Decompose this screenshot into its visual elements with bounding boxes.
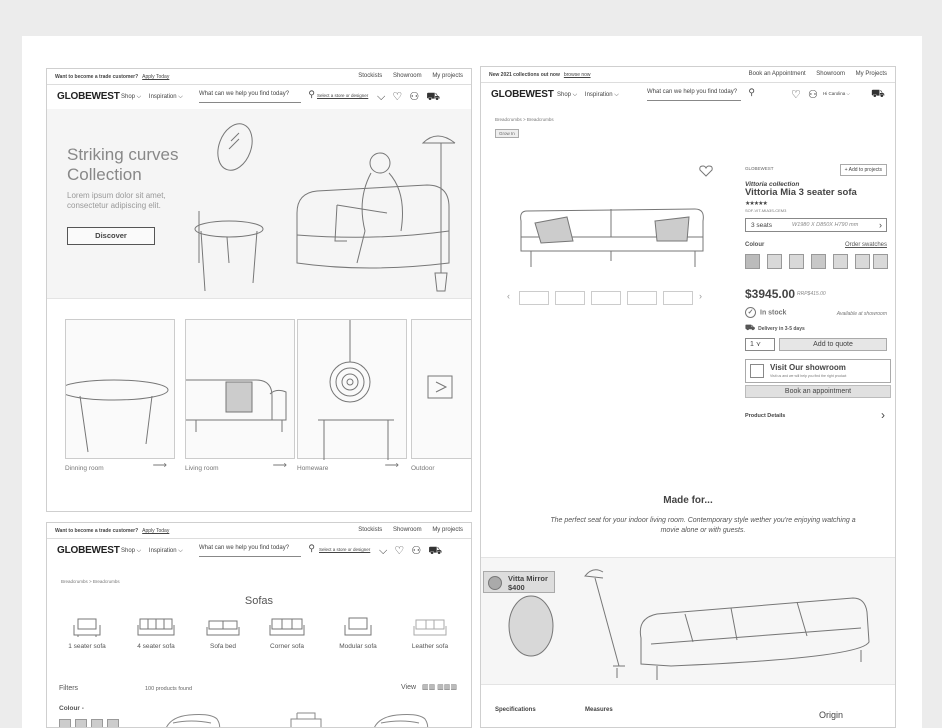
sofa-type-label: Sofa bed (209, 643, 237, 650)
product-price: $3945.00 (745, 287, 796, 301)
showroom-link[interactable]: Showroom (392, 73, 422, 79)
dimensions-value: W1980 X D850X H790 mm (792, 222, 859, 228)
logo[interactable]: GLOBEWEST (57, 91, 120, 102)
top-links (349, 73, 463, 79)
hotspot-price: $400 (508, 583, 525, 592)
visit-showroom-card[interactable] (745, 359, 891, 383)
shop-menu[interactable]: Shop ⌵ (121, 548, 142, 554)
apply-link[interactable]: Apply Today (142, 74, 170, 80)
thumbnail[interactable] (555, 291, 585, 305)
my-projects-link[interactable]: My projects (432, 527, 463, 533)
hotspot-name: Vitta Mirror (508, 574, 548, 583)
hero-banner (47, 109, 471, 299)
colour-swatch[interactable] (745, 254, 760, 269)
thumbnail[interactable] (591, 291, 621, 305)
rating-stars: ★★★★★ (745, 201, 767, 207)
sofa-type-4-seater[interactable] (121, 615, 191, 650)
made-for-title: Made for... (663, 495, 713, 506)
sofa-type-leather[interactable] (397, 615, 463, 650)
colour-swatch[interactable] (767, 254, 782, 269)
showroom-link[interactable]: Showroom (816, 71, 845, 77)
stockists-link[interactable]: Stockists (358, 73, 383, 79)
inspiration-menu[interactable]: Inspiration ⌵ (584, 92, 619, 98)
made-for-text: The perfect seat for your indoor living room. Contemporary style wether you're enjoying watching a movie alone or with guests. (550, 517, 856, 534)
shop-menu[interactable]: Shop ⌵ (557, 92, 578, 98)
store-icon (750, 364, 764, 378)
origin-heading: Origin (818, 710, 843, 720)
arrow-right-icon[interactable]: ⟶ (272, 460, 287, 471)
top-bar (481, 67, 895, 83)
search-input[interactable]: What can we help you find today? ⚲ (199, 545, 301, 557)
sofa-type-corner[interactable] (255, 615, 319, 650)
hero-illustration (187, 113, 469, 297)
brand-label: GLOBEWEST (745, 166, 774, 171)
book-appointment-link[interactable]: Book an Appointment (748, 71, 806, 77)
chevron-right-icon: › (879, 220, 882, 230)
modular-sofa-icon (343, 615, 373, 637)
sofa-type-label: 1 seater sofa (68, 643, 106, 650)
sofa-type-label: Modular sofa (339, 643, 377, 650)
sofa-bed-icon (205, 615, 241, 637)
collections-promo: New 2021 collections out now browse now (489, 72, 591, 78)
browse-link[interactable]: browse now (563, 72, 591, 78)
cart-icon[interactable]: ⛟ (871, 88, 885, 100)
armchair-icon (72, 615, 102, 637)
colour-swatch[interactable] (833, 254, 848, 269)
search-input[interactable]: What can we help you find today? ⚲ (647, 89, 741, 101)
trade-promo: Want to become a trade customer? Apply Today (55, 74, 170, 80)
breadcrumb[interactable]: Breadcrumbs > Breadcrumbs (495, 117, 554, 122)
sofa-type-sofa-bed[interactable] (193, 615, 253, 650)
chevron-right-icon[interactable]: › (881, 408, 885, 422)
view-toggle[interactable]: View ▥▥ ▥▥▥ (400, 684, 457, 691)
discover-button[interactable]: Discover (67, 227, 155, 245)
results-count: 100 products found (145, 686, 193, 692)
showroom-link[interactable]: Showroom (392, 527, 422, 533)
top-bar (47, 523, 471, 539)
stock-status: ✓ In stock (745, 307, 786, 318)
chevron-down-icon[interactable]: ⌵ (377, 91, 386, 103)
main-nav (47, 85, 471, 109)
nav-menu (121, 548, 189, 555)
order-swatches-link[interactable]: Order swatches (844, 242, 887, 248)
nav-menu (121, 94, 189, 101)
tab-specifications[interactable]: Specifications (495, 707, 536, 713)
search-input[interactable]: What can we help you find today? ⚲ (199, 91, 301, 103)
inspiration-menu[interactable]: Inspiration ⌵ (148, 548, 183, 554)
availability-note: Available at showroom (836, 311, 887, 317)
add-to-projects-button[interactable]: + Add to projects (840, 164, 887, 176)
category-label: Living room (185, 465, 219, 472)
store-selector[interactable]: Select a store or designer (319, 547, 371, 552)
category-card-living[interactable] (185, 319, 295, 479)
heart-icon[interactable]: ♡ (791, 89, 801, 101)
product-image (511, 187, 711, 269)
cart-icon[interactable]: ⛟ (428, 545, 443, 557)
user-icon[interactable]: ⚇ (807, 89, 818, 101)
arrow-right-icon[interactable]: ⟶ (152, 460, 167, 471)
search-icon[interactable]: ⚲ (748, 87, 755, 97)
trade-promo: Want to become a trade customer? Apply Today (55, 528, 170, 534)
delivery-info: ⛟ Delivery in 3-5 days (745, 323, 805, 332)
product-details-toggle[interactable]: Product Details (745, 413, 786, 419)
colour-swatch[interactable] (873, 254, 888, 269)
apply-link[interactable]: Apply Today (142, 528, 170, 534)
logo[interactable]: GLOBEWEST (491, 89, 554, 100)
book-appointment-button[interactable]: Book an appointment (745, 385, 891, 398)
colour-filter-label[interactable]: Colour - (59, 705, 84, 712)
colour-label: Colour (745, 242, 765, 248)
shop-menu[interactable]: Shop ⌵ (121, 94, 142, 100)
colour-swatch[interactable] (107, 719, 119, 728)
thumbnail-strip (507, 289, 709, 307)
inspiration-menu[interactable]: Inspiration ⌵ (148, 94, 183, 100)
grid-icon[interactable]: ▥▥ ▥▥▥ (421, 684, 457, 691)
category-card-outdoor[interactable] (411, 319, 472, 479)
category-label: Outdoor (411, 465, 435, 472)
hero-text: Lorem ipsum dolor sit amet, consectetur adipiscing elit. (67, 191, 166, 210)
nav-icons (375, 544, 442, 559)
heart-icon[interactable] (699, 165, 713, 177)
visit-subtitle: Visit us and we will help you find the right product (770, 374, 847, 378)
hotspot-icon (488, 576, 502, 590)
chevron-left-icon[interactable]: ‹ (507, 291, 510, 301)
main-nav (47, 539, 471, 563)
truck-icon: ⛟ (745, 323, 756, 332)
sofa-type-label: Leather sofa (411, 643, 449, 650)
stockists-link[interactable]: Stockists (358, 527, 383, 533)
search-icon[interactable]: ⚲ (308, 543, 315, 553)
thumbnail[interactable] (663, 291, 693, 305)
corner-sofa-icon (268, 615, 306, 637)
colour-swatch[interactable] (789, 254, 804, 269)
leather-sofa-icon (412, 615, 448, 637)
colour-swatch[interactable] (75, 719, 87, 728)
check-icon: ✓ (745, 307, 756, 318)
colour-swatch[interactable] (91, 719, 103, 728)
living-room-image (185, 319, 295, 459)
size-selector[interactable] (745, 218, 887, 232)
chevron-down-icon[interactable]: ⌵ (379, 545, 388, 557)
sofa-icon (136, 615, 176, 637)
arrow-right-icon[interactable]: ⟶ (384, 460, 399, 471)
page-title: Sofas (244, 595, 274, 607)
filters-heading[interactable]: Filters (59, 685, 79, 692)
page-title: Vittoria Mia 3 seater sofa (745, 187, 857, 198)
thumbnail[interactable] (519, 291, 549, 305)
nav-icons (373, 90, 440, 105)
store-selector[interactable]: Select a store or designer (317, 93, 369, 98)
dinning-room-image (65, 319, 175, 459)
homeware-image (297, 319, 407, 459)
colour-swatch[interactable] (811, 254, 826, 269)
tab-measures[interactable]: Measures (585, 707, 613, 713)
category-card-homeware[interactable] (297, 319, 407, 479)
product-grid-preview (155, 711, 465, 728)
my-projects-link[interactable]: My projects (432, 73, 463, 79)
category-card-dinning[interactable] (65, 319, 175, 479)
logo[interactable]: GLOBEWEST (57, 545, 120, 556)
seats-value: 3 seats (751, 222, 772, 229)
colour-swatch[interactable] (855, 254, 870, 269)
product-hotspot-tag[interactable] (483, 571, 555, 593)
wireframe-board (22, 36, 922, 728)
my-projects-link[interactable]: My Projects (855, 71, 887, 77)
category-label: Dinning room (65, 465, 104, 472)
status-badge: Grow In (495, 129, 519, 138)
search-icon[interactable]: ⚲ (308, 89, 315, 99)
breadcrumb[interactable]: Breadcrumbs > Breadcrumbs (61, 579, 120, 584)
quantity-selector[interactable]: 1 ⋎ (745, 338, 775, 351)
heart-icon[interactable]: ♡ (392, 91, 403, 103)
sofas-listing-frame (46, 522, 472, 728)
hero-title: Striking curves Collection (67, 145, 179, 184)
outdoor-image (411, 319, 472, 459)
top-bar (47, 69, 471, 85)
thumbnail[interactable] (627, 291, 657, 305)
product-sku: SOF-VIT-MIA3S-CEM3 (745, 208, 787, 213)
category-label: Homeware (297, 465, 329, 472)
chevron-right-icon[interactable]: › (699, 291, 702, 301)
user-icon[interactable]: ⚇ (409, 91, 420, 103)
top-links (349, 527, 463, 533)
colour-swatch[interactable] (59, 719, 71, 728)
collection-name[interactable]: Vittoria collection (745, 181, 800, 188)
rrp-price: RRP$415.00 (797, 291, 826, 297)
sofa-type-label: Corner sofa (270, 643, 304, 650)
sofa-type-modular[interactable] (323, 615, 393, 650)
sofa-type-1-seater[interactable] (55, 615, 119, 650)
user-icon[interactable]: ⚇ (411, 545, 422, 557)
add-to-quote-button[interactable]: Add to quote (779, 338, 887, 351)
account-menu[interactable]: Hi Carolina ⌵ (823, 91, 850, 96)
main-nav (481, 83, 895, 107)
sofa-type-label: 4 seater sofa (137, 643, 175, 650)
nav-menu (557, 92, 625, 99)
top-links (740, 71, 887, 77)
visit-title: Visit Our showroom (770, 363, 846, 372)
cart-icon[interactable]: ⛟ (426, 91, 441, 103)
product-page-frame (480, 66, 896, 728)
heart-icon[interactable]: ♡ (394, 545, 405, 557)
nav-icons (787, 88, 818, 101)
home-page-frame (46, 68, 472, 512)
